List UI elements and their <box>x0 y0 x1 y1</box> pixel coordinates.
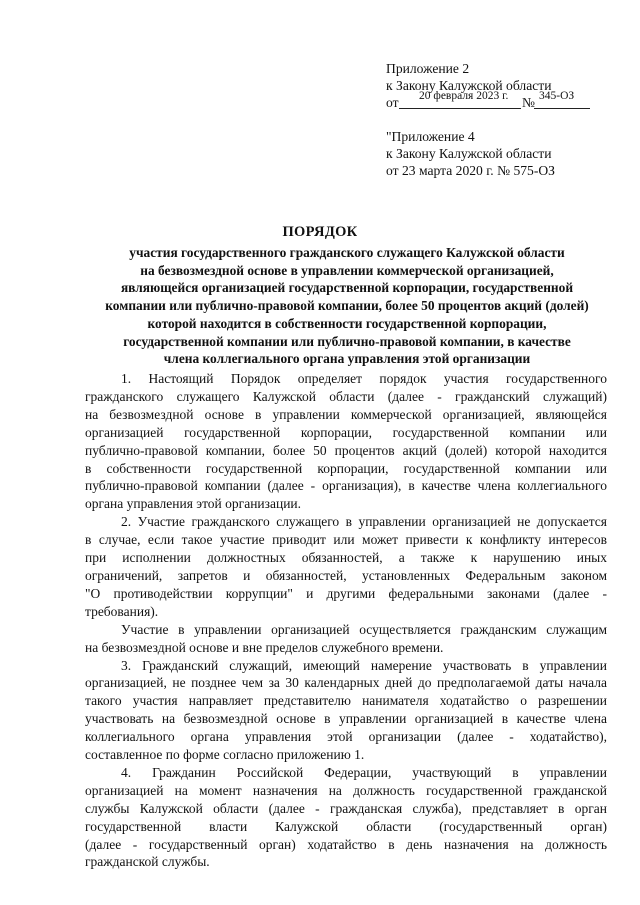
paragraph-line: (далее - государственный орган) ходатайство в день назначения на должность <box>85 836 607 852</box>
annex-previous-date: от 23 марта 2020 г. № 575-ОЗ <box>386 163 555 178</box>
date-label: от <box>386 95 399 110</box>
annex-reference-current <box>386 60 575 111</box>
paragraph-line: составленное по форме согласно приложению 1. <box>85 747 365 763</box>
subtitle-line: компании или публично-правовой компании, более 50 процентов акций (долей) <box>105 298 589 314</box>
annex-number: Приложение 2 <box>386 61 470 76</box>
subtitle-line: государственной компании или публично-правовой компании, в качестве <box>123 333 571 349</box>
paragraph-line: организацией государственной корпорации, государственной компании или <box>85 424 607 440</box>
paragraph-line: ограничений, запретов и обязанностей, установленных Федеральным законом <box>85 567 607 583</box>
paragraph-line: коллегиального органа управления этой организации (далее - ходатайство), <box>85 729 607 745</box>
document-subtitle <box>84 244 610 368</box>
annex-previous-number: "Приложение 4 <box>386 129 475 144</box>
annex-previous-law: к Закону Калужской области <box>386 146 552 161</box>
paragraph-line: гражданской службы. <box>85 854 210 870</box>
paragraph-line: требования). <box>85 603 159 619</box>
paragraph-line: службы Калужской области (далее - гражданская служба), представляет в орган <box>85 800 607 816</box>
number-underline <box>534 108 590 109</box>
paragraph-line: в собственности государственной корпорации, государственной компании или <box>85 460 607 476</box>
paragraph-line: организацией, не позднее чем за 30 календарных дней до предполагаемой даты начала <box>85 675 607 691</box>
subtitle-line: на безвозмездной основе в управлении коммерческой организацией, <box>140 262 554 278</box>
paragraph-line: "О противодействии коррупции" и другими федеральными законами (далее - <box>85 585 607 601</box>
annex-law-reference: к Закону Калужской области <box>386 78 552 93</box>
subtitle-line: являющейся организацией государственной корпорации, государственной <box>120 280 574 296</box>
paragraph-line: организацией на момент назначения на должность государственной гражданской <box>85 782 607 798</box>
number-value: 345-ОЗ <box>539 90 575 102</box>
document-title: ПОРЯДОК <box>282 224 358 240</box>
paragraph-line: 2. Участие гражданского служащего в управлении организацией не допускается <box>121 514 607 530</box>
paragraph-line: публично-правовой компании, более 50 процентов акций (долей) которой находится <box>85 442 607 458</box>
document-body <box>85 370 607 871</box>
annex-reference-previous <box>386 128 555 179</box>
subtitle-line: члена коллегиального органа управления этой организации <box>163 351 531 367</box>
paragraph-line: Участие в управлении организацией осуществляется гражданским служащим <box>121 621 607 637</box>
date-underline <box>399 108 521 109</box>
paragraph-line: 4. Гражданин Российской Федерации, участвующий в управлении <box>121 764 607 780</box>
paragraph-line: государственной власти Калужской области (государственный орган) <box>85 818 607 834</box>
paragraph-line: участвовать на безвозмездной основе в управлении организацией в качестве члена <box>85 711 607 727</box>
paragraph-line: 3. Гражданский служащий, имеющий намерение участвовать в управлении <box>121 657 607 673</box>
number-label: № <box>522 95 535 110</box>
annex-date-line <box>386 90 575 111</box>
paragraph-line: такого участия направляет представителю нанимателя ходатайство о разрешении <box>85 693 607 709</box>
paragraph-line: органа управления этой организации. <box>85 496 302 512</box>
paragraph-line: в случае, если такое участие приводит или может привести к конфликту интересов <box>85 532 607 548</box>
paragraph-line: на безвозмездной основе в управлении коммерческой организацией, являющейся <box>85 406 607 422</box>
paragraph-line: публично-правовой компании (далее - организация), в качестве члена коллегиального <box>85 478 607 494</box>
paragraph-line: на безвозмездной основе и вне пределов служебного времени. <box>85 639 444 655</box>
subtitle-line: которой находится в собственности государственной корпорации, <box>147 315 547 331</box>
paragraph-line: гражданского служащего Калужской области (далее - гражданский служащий) <box>85 388 607 404</box>
subtitle-line: участия государственного гражданского служащего Калужской области <box>129 245 565 260</box>
paragraph-line: 1. Настоящий Порядок определяет порядок участия государственного <box>121 371 607 386</box>
date-value: 20 февраля 2023 г. <box>419 90 509 102</box>
paragraph-line: при исполнении должностных обязанностей, а также к нарушению иных <box>85 550 607 566</box>
